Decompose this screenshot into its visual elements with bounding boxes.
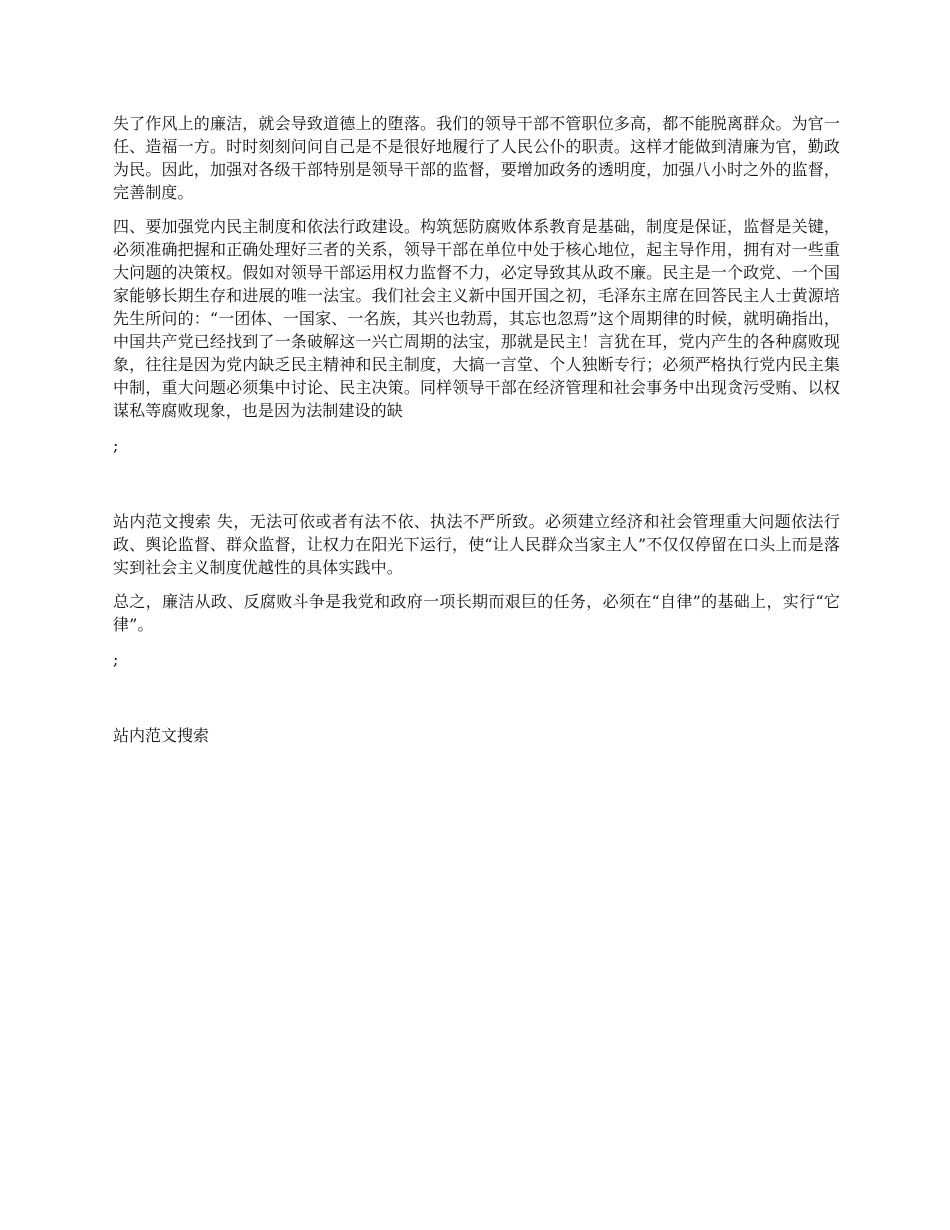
paragraph-conclusion: 总之，廉洁从政、反腐败斗争是我党和政府一项长期而艰巨的任务，必须在“自律”的基础上，实行“它律”。: [113, 592, 840, 634]
paragraph-inner-party-democracy: 四、要加强党内民主制度和依法行政建设。构筑惩防腐败体系教育是基础，制度是保证，监督是关键，必须准确把握和正确处理好三者的关系，领导干部在单位中处于核心地位，起主导作用，拥有对一些重大问题的决策权。假如对领导干部运用权力监督不力，必定导致其从政不廉。民主是一个政党、一个国家能够长期生存和进展的唯一法宝。我们社会主义新中国开国之初，毛泽东主席在回答民主人士黄源培先生所问的：“一团体、一国家、一名族，其兴也勃焉，其忘也忽焉”这个周期律的时候，就明确指出，中国共产党已经找到了一条破解这一兴亡周期的法宝，那就是民主！言犹在耳，党内产生的各种腐败现象，往往是因为党内缺乏民主精神和民主制度，大搞一言堂、个人独断专行；必须严格执行党内民主集中制，重大问题必须集中讨论、民主决策。同样领导干部在经济管理和社会事务中出现贪污受贿、以权谋私等腐败现象，也是因为法制建设的缺: [113, 217, 840, 420]
document-page: [113, 112, 840, 747]
separator-semicolon: ;: [113, 436, 119, 455]
paragraph-integrity-conduct: 失了作风上的廉洁，就会导致道德上的堕落。我们的领导干部不管职位多高，都不能脱离群众。为官一任、造福一方。时时刻刻问问自己是不是很好地履行了人民公仆的职责。这样才能做到清廉为官，勤政为民。因此，加强对各级干部特别是领导干部的监督，要增加政务的透明度，加强八小时之外的监督，完善制度。: [113, 114, 840, 202]
separator-semicolon: ;: [113, 650, 119, 669]
spacer: [113, 671, 840, 724]
paragraph-rule-of-law: 站内范文搜索 失，无法可依或者有法不依、执法不严所致。必须建立经济和社会管理重大问题依法行政、舆论监督、群众监督，让权力在阳光下运行，使“让人民群众当家主人”不仅仅停留在口头上而是落实到社会主义制度优越性的具体实践中。: [113, 512, 840, 577]
spacer: [113, 457, 840, 510]
site-search-footer: 站内范文搜索: [113, 726, 210, 745]
